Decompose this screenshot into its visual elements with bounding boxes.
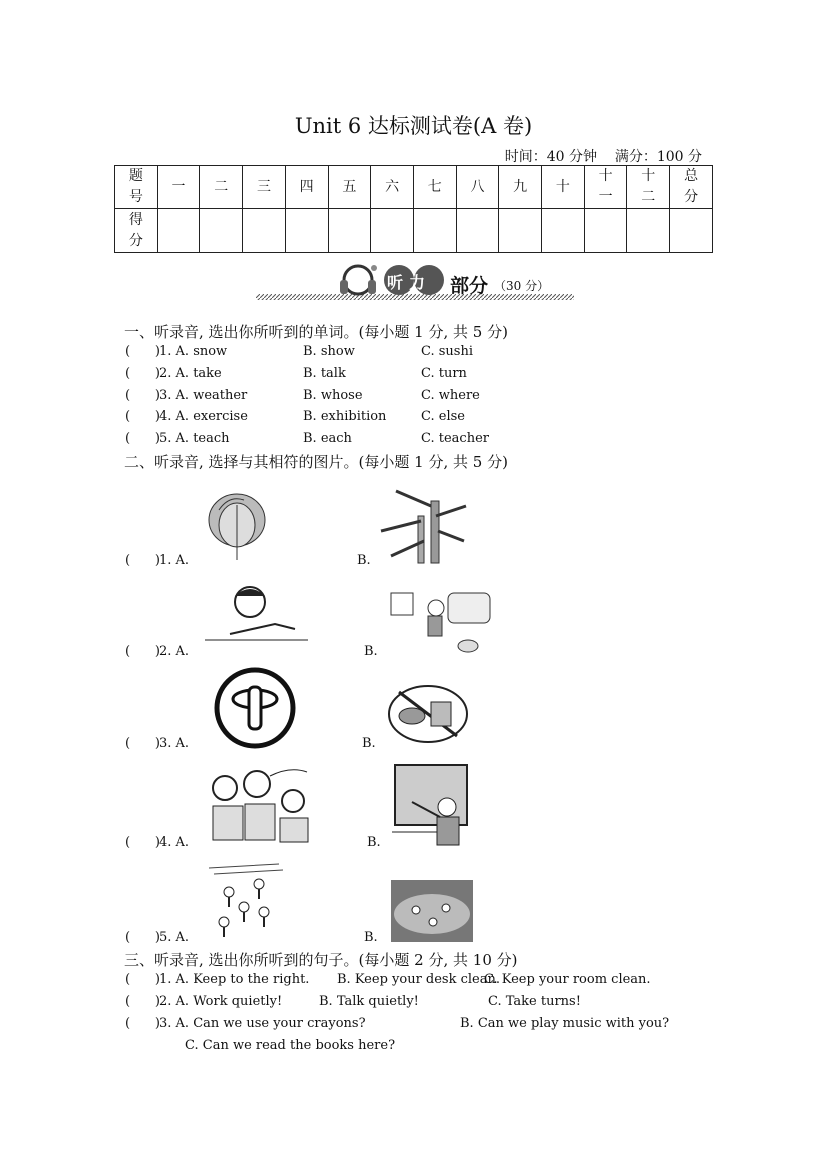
score-cell[interactable] — [328, 209, 371, 253]
option-b: B. talk — [303, 366, 346, 381]
list-item — [0, 428, 827, 450]
answer-blank[interactable]: ( ) — [125, 431, 160, 446]
score-col-5: 五 — [328, 166, 371, 209]
score-cell[interactable] — [542, 209, 585, 253]
score-cell[interactable] — [371, 209, 414, 253]
option-b: B. exhibition — [303, 409, 387, 424]
tihao-label: 题号 — [128, 168, 143, 205]
option-a-label: 3. A. — [159, 736, 190, 751]
score-col-2: 二 — [200, 166, 243, 209]
score-cell[interactable] — [627, 209, 670, 253]
option-a: 3. A. weather — [159, 388, 248, 403]
banner-part: 部分 — [450, 275, 489, 297]
score-col-4: 四 — [285, 166, 328, 209]
answer-blank[interactable]: ( ) — [125, 388, 160, 403]
banner-tag: 听力 — [387, 273, 432, 292]
option-c: C. sushi — [421, 344, 473, 359]
option-c-line: C. Can we read the books here? — [185, 1038, 396, 1053]
section1-heading: 一、听录音, 选出你所听到的单词。(每小题 1 分, 共 5 分) — [124, 323, 508, 341]
swimming-pool-picture[interactable] — [391, 880, 473, 942]
option-a: 2. A. Work quietly! — [159, 994, 283, 1009]
answer-blank[interactable]: ( ) — [125, 366, 160, 381]
list-item — [0, 969, 827, 991]
option-c: C. teacher — [421, 431, 489, 446]
row-header-defen — [115, 209, 158, 253]
answer-blank[interactable]: ( ) — [125, 644, 160, 659]
option-c: C. else — [421, 409, 465, 424]
total-label: 总分 — [684, 168, 699, 205]
section2-heading: 二、听录音, 选择与其相符的图片。(每小题 1 分, 共 5 分) — [124, 453, 508, 471]
score-cell[interactable] — [157, 209, 200, 253]
time-info: 时间：40 分钟 满分：100 分 — [504, 149, 702, 165]
answer-blank[interactable]: ( ) — [125, 835, 160, 850]
answer-blank[interactable]: ( ) — [125, 1016, 160, 1031]
option-c: C. turn — [421, 366, 467, 381]
section3-heading: 三、听录音, 选出你所听到的句子。(每小题 2 分, 共 10 分) — [124, 951, 518, 969]
option-b: B. Can we play music with you? — [460, 1016, 670, 1031]
option-a: 1. A. Keep to the right. — [159, 972, 310, 987]
option-b-label: B. — [367, 835, 381, 850]
kids-singing-picture[interactable] — [205, 766, 310, 846]
score-cell[interactable] — [456, 209, 499, 253]
option-a: 1. A. snow — [159, 344, 228, 359]
score-col-total — [670, 166, 713, 209]
score-cell[interactable] — [670, 209, 713, 253]
banner-points: （30 分） — [494, 279, 550, 293]
option-b: B. show — [303, 344, 355, 359]
option-b: B. whose — [303, 388, 363, 403]
score-table — [114, 165, 713, 253]
option-b-label: B. — [364, 644, 378, 659]
col11-label: 十一 — [598, 168, 613, 205]
answer-blank[interactable]: ( ) — [125, 994, 160, 1009]
option-b-label: B. — [357, 553, 371, 568]
option-b: B. each — [303, 431, 352, 446]
score-cell[interactable] — [413, 209, 456, 253]
option-a-label: 2. A. — [159, 644, 190, 659]
option-a: 3. A. Can we use your crayons? — [159, 1016, 366, 1031]
option-a-label: 5. A. — [159, 930, 190, 945]
list-item — [0, 991, 827, 1013]
list-item — [0, 363, 827, 385]
score-cell[interactable] — [584, 209, 627, 253]
score-col-8: 八 — [456, 166, 499, 209]
option-c: C. Take turns! — [488, 994, 581, 1009]
score-col-10: 十 — [542, 166, 585, 209]
score-col-6: 六 — [371, 166, 414, 209]
page-title: Unit 6 达标测试卷(A 卷) — [294, 114, 533, 138]
answer-blank[interactable]: ( ) — [125, 930, 160, 945]
score-col-1: 一 — [157, 166, 200, 209]
score-col-9: 九 — [499, 166, 542, 209]
score-cell[interactable] — [499, 209, 542, 253]
answer-blank[interactable]: ( ) — [125, 409, 160, 424]
option-a: 2. A. take — [159, 366, 222, 381]
teacher-blackboard-picture[interactable] — [392, 762, 474, 848]
option-c: C. where — [421, 388, 480, 403]
list-item — [0, 341, 827, 363]
score-cell[interactable] — [243, 209, 286, 253]
score-col-12 — [627, 166, 670, 209]
score-cell[interactable] — [285, 209, 328, 253]
defen-label: 得分 — [128, 211, 143, 249]
option-a: 4. A. exercise — [159, 409, 248, 424]
score-col-7: 七 — [413, 166, 456, 209]
score-col-11 — [584, 166, 627, 209]
list-item — [0, 1013, 827, 1035]
option-b: B. Talk quietly! — [319, 994, 419, 1009]
listening-banner — [256, 258, 574, 308]
option-b-label: B. — [362, 736, 376, 751]
answer-blank[interactable]: ( ) — [125, 344, 160, 359]
answer-blank[interactable]: ( ) — [125, 736, 160, 751]
answer-blank[interactable]: ( ) — [125, 553, 160, 568]
headphones-icon — [340, 265, 377, 294]
option-b-label: B. — [364, 930, 378, 945]
cleaning-room-picture[interactable] — [388, 588, 494, 654]
option-a-label: 4. A. — [159, 835, 190, 850]
answer-blank[interactable]: ( ) — [125, 972, 160, 987]
row-header-tihao — [115, 166, 158, 209]
col12-label: 十二 — [641, 168, 656, 205]
girl-writing-picture[interactable] — [205, 584, 308, 644]
no-food-sign-picture[interactable] — [387, 684, 469, 744]
bamboo-picture[interactable] — [376, 486, 468, 564]
list-item — [0, 385, 827, 407]
cabbage-picture[interactable] — [204, 485, 270, 565]
option-a-label: 1. A. — [159, 553, 190, 568]
quiet-sign-picture[interactable] — [209, 667, 301, 749]
option-b: B. Keep your desk clean. — [337, 972, 500, 987]
option-c: C. Keep your room clean. — [484, 972, 651, 987]
score-cell[interactable] — [200, 209, 243, 253]
score-col-3: 三 — [243, 166, 286, 209]
option-a: 5. A. teach — [159, 431, 230, 446]
kids-playing-picture[interactable] — [209, 862, 285, 942]
list-item — [0, 406, 827, 428]
